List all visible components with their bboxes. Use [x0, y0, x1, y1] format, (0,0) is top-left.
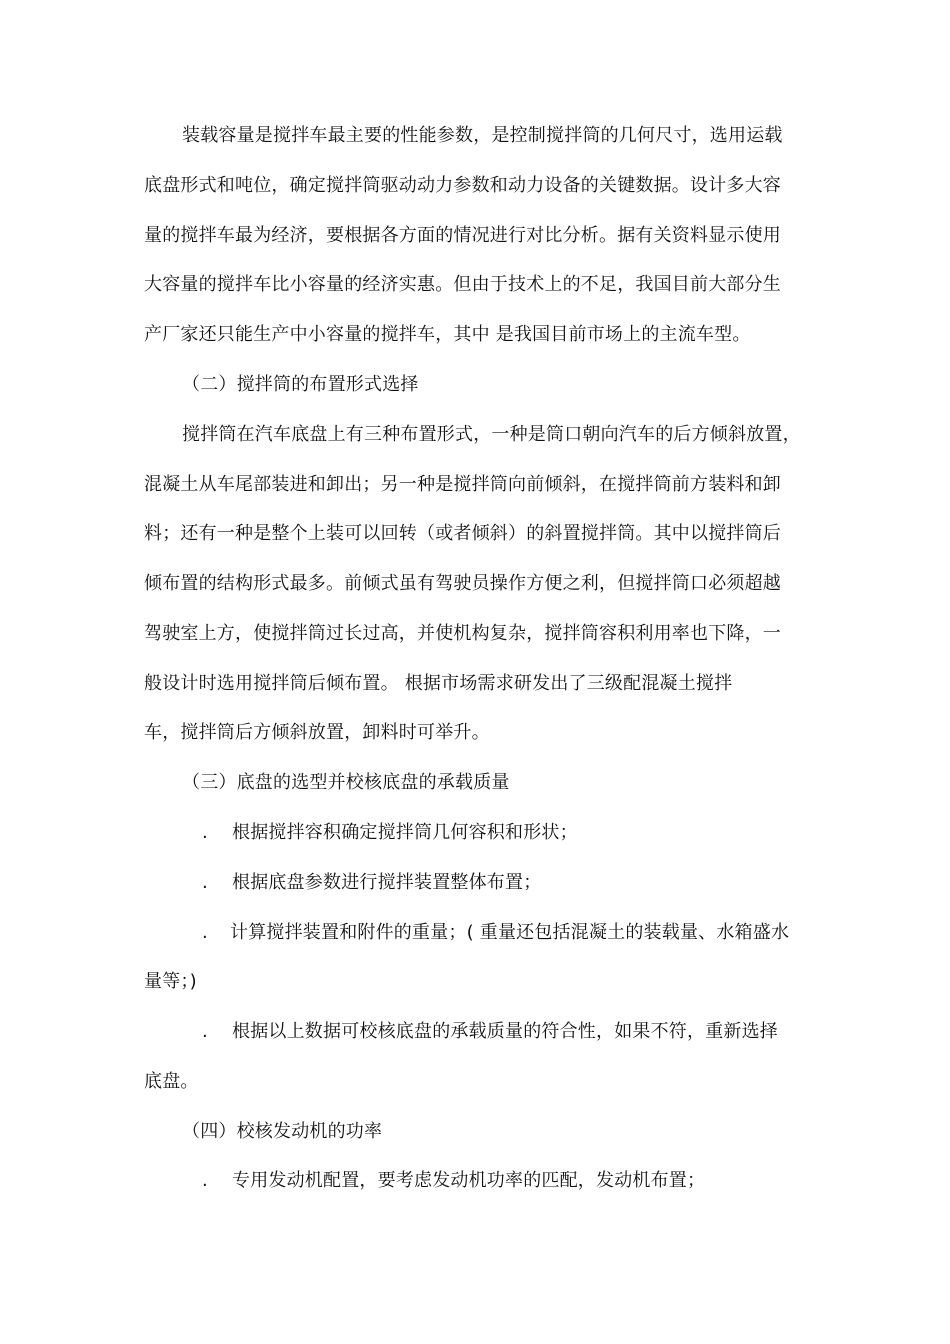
list-item-4-line-1: 根据以上数据可校核底盘的承载质量的符合性，如果不符，重新选择 — [232, 1021, 778, 1042]
list-bullet: . — [202, 1021, 208, 1042]
paragraph-1-line-2: 底盘形式和吨位，确定搅拌筒驱动动力参数和动力设备的关键数据。设计多大容 — [144, 175, 781, 196]
list-bullet: . — [202, 922, 208, 943]
list-bullet: . — [202, 1170, 208, 1191]
list-item-5: 专用发动机配置，要考虑发动机功率的匹配，发动机布置； — [232, 1170, 706, 1191]
section-heading-2: （二）搅拌筒的布置形式选择 — [182, 374, 419, 395]
paragraph-1-line-3: 量的搅拌车最为经济，要根据各方面的情况进行对比分析。据有关资料显示使用 — [144, 225, 781, 246]
list-item-3-line-1: 计算搅拌装置和附件的重量；( 重量还包括混凝土的装载量、水箱盛水 — [230, 922, 790, 943]
paragraph-2-line-3: 料；还有一种是整个上装可以回转（或者倾斜）的斜置搅拌筒。其中以搅拌筒后 — [144, 523, 781, 544]
list-item-4-line-2: 底盘。 — [144, 1071, 199, 1092]
list-bullet: . — [202, 822, 208, 843]
paragraph-2-line-6: 般设计时选用搅拌筒后倾布置。 根据市场需求研发出了三级配混凝土搅拌 — [144, 673, 733, 694]
list-item-1: 根据搅拌容积确定搅拌筒几何容积和形状； — [232, 822, 578, 843]
paragraph-2-line-2: 混凝土从车尾部装进和卸出；另一种是搅拌筒向前倾斜，在搅拌筒前方装料和卸 — [144, 474, 781, 495]
section-heading-3: （三）底盘的选型并校核底盘的承载质量 — [182, 772, 510, 793]
list-bullet: . — [202, 872, 208, 893]
paragraph-1-line-5: 产厂家还只能生产中小容量的搅拌车，其中 是我国目前市场上的主流车型。 — [144, 324, 751, 345]
list-item-2: 根据底盘参数进行搅拌装置整体布置； — [232, 872, 542, 893]
paragraph-2-line-4: 倾布置的结构形式最多。前倾式虽有驾驶员操作方便之利，但搅拌筒口必须超越 — [144, 573, 781, 594]
paragraph-2-line-1: 搅拌筒在汽车底盘上有三种布置形式，一种是筒口朝向汽车的后方倾斜放置， — [182, 424, 801, 445]
list-item-3-line-2: 量等；) — [144, 971, 197, 992]
paragraph-1-line-4: 大容量的搅拌车比小容量的经济实惠。但由于技术上的不足，我国目前大部分生 — [144, 274, 781, 295]
section-heading-4: （四）校核发动机的功率 — [182, 1121, 383, 1142]
paragraph-2-line-7: 车，搅拌筒后方倾斜放置，卸料时可举升。 — [144, 722, 490, 743]
paragraph-2-line-5: 驾驶室上方，使搅拌筒过长过高，并使机构复杂，搅拌筒容积利用率也下降，一 — [144, 623, 781, 644]
paragraph-1-line-1: 装载容量是搅拌车最主要的性能参数，是控制搅拌筒的几何尺寸，选用运载 — [182, 125, 783, 146]
